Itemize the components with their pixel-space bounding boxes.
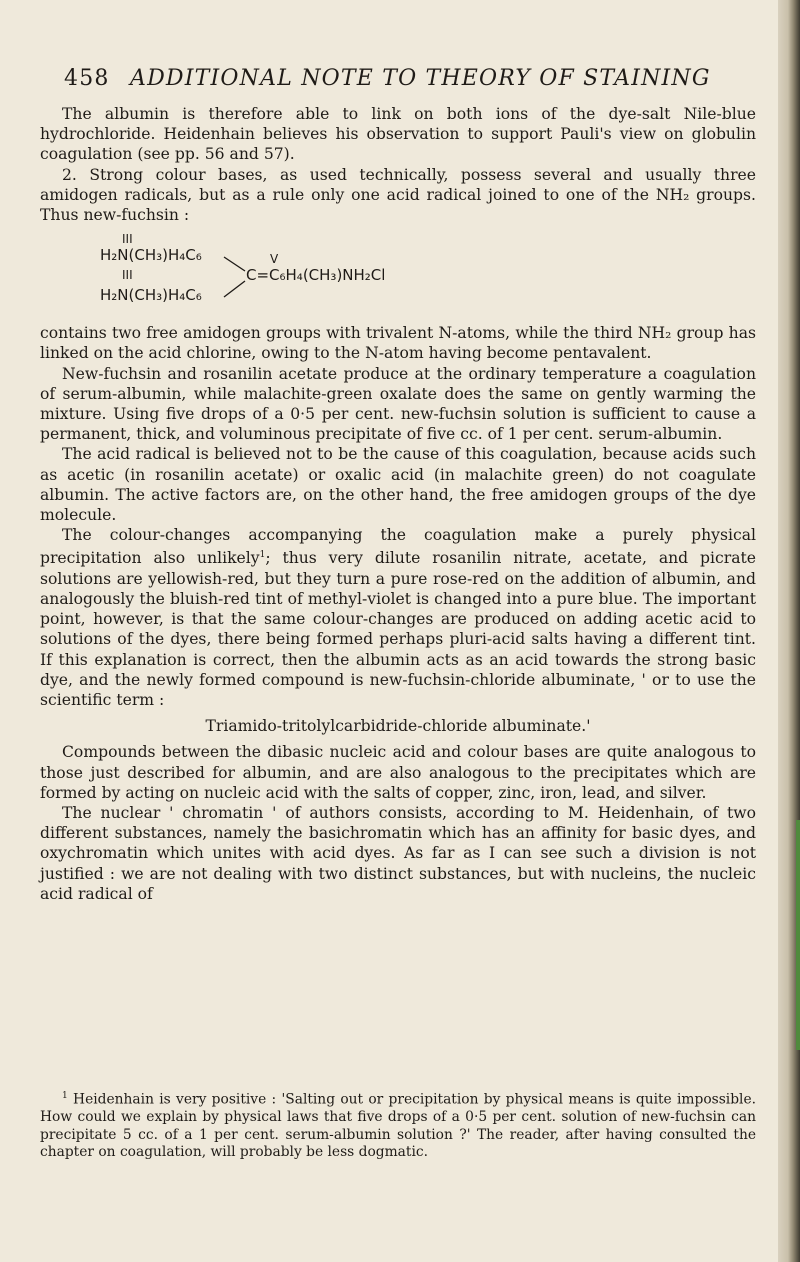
- new-fuchsin-formula: [40, 229, 756, 319]
- footnote-1: [40, 1088, 756, 1162]
- footnote-marker: 1: [62, 1091, 68, 1101]
- formula-right-part: C=C₆H₄(CH₃)NH₂Cl: [246, 266, 386, 285]
- paragraph-1: The albumin is therefore able to link on both ions of the dye-salt Nile-blue hydrochloride. Heidenhain believes his observation to support Pauli's view on globulin coagulation (see pp. 56 and 57).: [40, 105, 756, 164]
- scientific-term: Triamido-tritolylcarbidride-chloride albuminate.': [205, 717, 591, 736]
- paragraph-5: The acid radical is believed not to be the cause of this coagulation, because acids such as acetic (in rosanilin acetate) or oxalic acid (in malachite green) do not coagulate albumin. The active factors are, on the other hand, the free amidogen groups of the dye molecule.: [40, 445, 756, 525]
- formula-valence-mid: III: [122, 268, 133, 283]
- running-head: ADDITIONAL NOTE TO THEORY OF STAINING: [130, 66, 711, 91]
- paragraph-7: Compounds between the dibasic nucleic acid and colour bases are quite analogous to those just described for albumin, and are also analogous to the precipitates which are formed by acting on nucleic acid with the salts of copper, zinc, iron, lead, and silver.: [40, 743, 756, 802]
- formula-lower-group: H₂N(CH₃)H₄C₆: [100, 286, 202, 305]
- paragraph-2: 2. Strong colour bases, as used technically, possess several and usually three amidogen radicals, but as a rule only one acid radical joined to one of the NH₂ groups. Thus new-fuchsin :: [40, 165, 756, 225]
- paragraph-4: New-fuchsin and rosanilin acetate produce at the ordinary temperature a coagulation of serum-albumin, while malachite-green oxalate does the same on gently warming the mixture. Using five drops of a 0·5 per cent. new-fuchsin solution is sufficient to cause a permanent, thick, and voluminous precipitate of five cc. of 1 per cent. serum-albumin.: [40, 364, 756, 444]
- formula-valence-right: V: [270, 252, 279, 267]
- book-binding-edge: [778, 0, 800, 1262]
- formula-bond-lines: [40, 229, 270, 319]
- paragraph-8: The nuclear ' chromatin ' of authors consists, according to M. Heidenhain, of two different substances, namely the basichromatin which has an affinity for basic dyes, and oxychromatin which unites with acid dyes. As far as I can see such a division is not justified : we are not dealing with two distinct substances, but with nucleins, the nucleic acid radical of: [40, 804, 756, 903]
- formula-upper-group: H₂N(CH₃)H₄C₆: [100, 246, 202, 265]
- binding-green-tab: [796, 820, 800, 1050]
- paragraph-6: [40, 525, 756, 710]
- paragraph-6-part-b: ; thus very dilute rosanilin nitrate, acetate, and picrate solutions are yellowish-red, but they turn a pure rose-red on the addition of albumin, and analogously the bluish-red tint of methyl-violet is changed into a pure blue. The important point, however, is that the same colour-changes are produced on adding acetic acid to solutions of the dyes, there being formed perhaps pluri-acid salts having a different tint. If this explanation is correct, then the albumin acts as an acid towards the strong basic dye, and the newly formed compound is new-fuchsin-chloride albuminate, ' or to use the scientific term :: [40, 549, 756, 710]
- paragraph-3: contains two free amidogen groups with trivalent N-atoms, while the third NH₂ group has linked on the acid chlorine, owing to the N-atom having become pentavalent.: [40, 324, 756, 363]
- page-number: 458: [64, 66, 110, 91]
- footnote-ref[interactable]: 1: [259, 550, 266, 561]
- formula-valence-top: III: [122, 232, 133, 247]
- footnote-block: [40, 1088, 756, 1162]
- paragraph-6-part-a: The colour-changes accompanying the coagulation make a purely physical precipitation also unlikely: [40, 526, 756, 568]
- body-text: [40, 104, 756, 904]
- footnote-text: Heidenhain is very positive : 'Salting out or precipitation by physical means is quite impossible. How could we explain by physical laws that five drops of a 0·5 per cent. solution of new-fuchsin can precipitate 5 cc. of a 1 per cent. serum-albumin solution ?' The reader, after having consulted the chapter on coagulation, will probably be less dogmatic.: [40, 1091, 757, 1161]
- page-header: [64, 66, 754, 98]
